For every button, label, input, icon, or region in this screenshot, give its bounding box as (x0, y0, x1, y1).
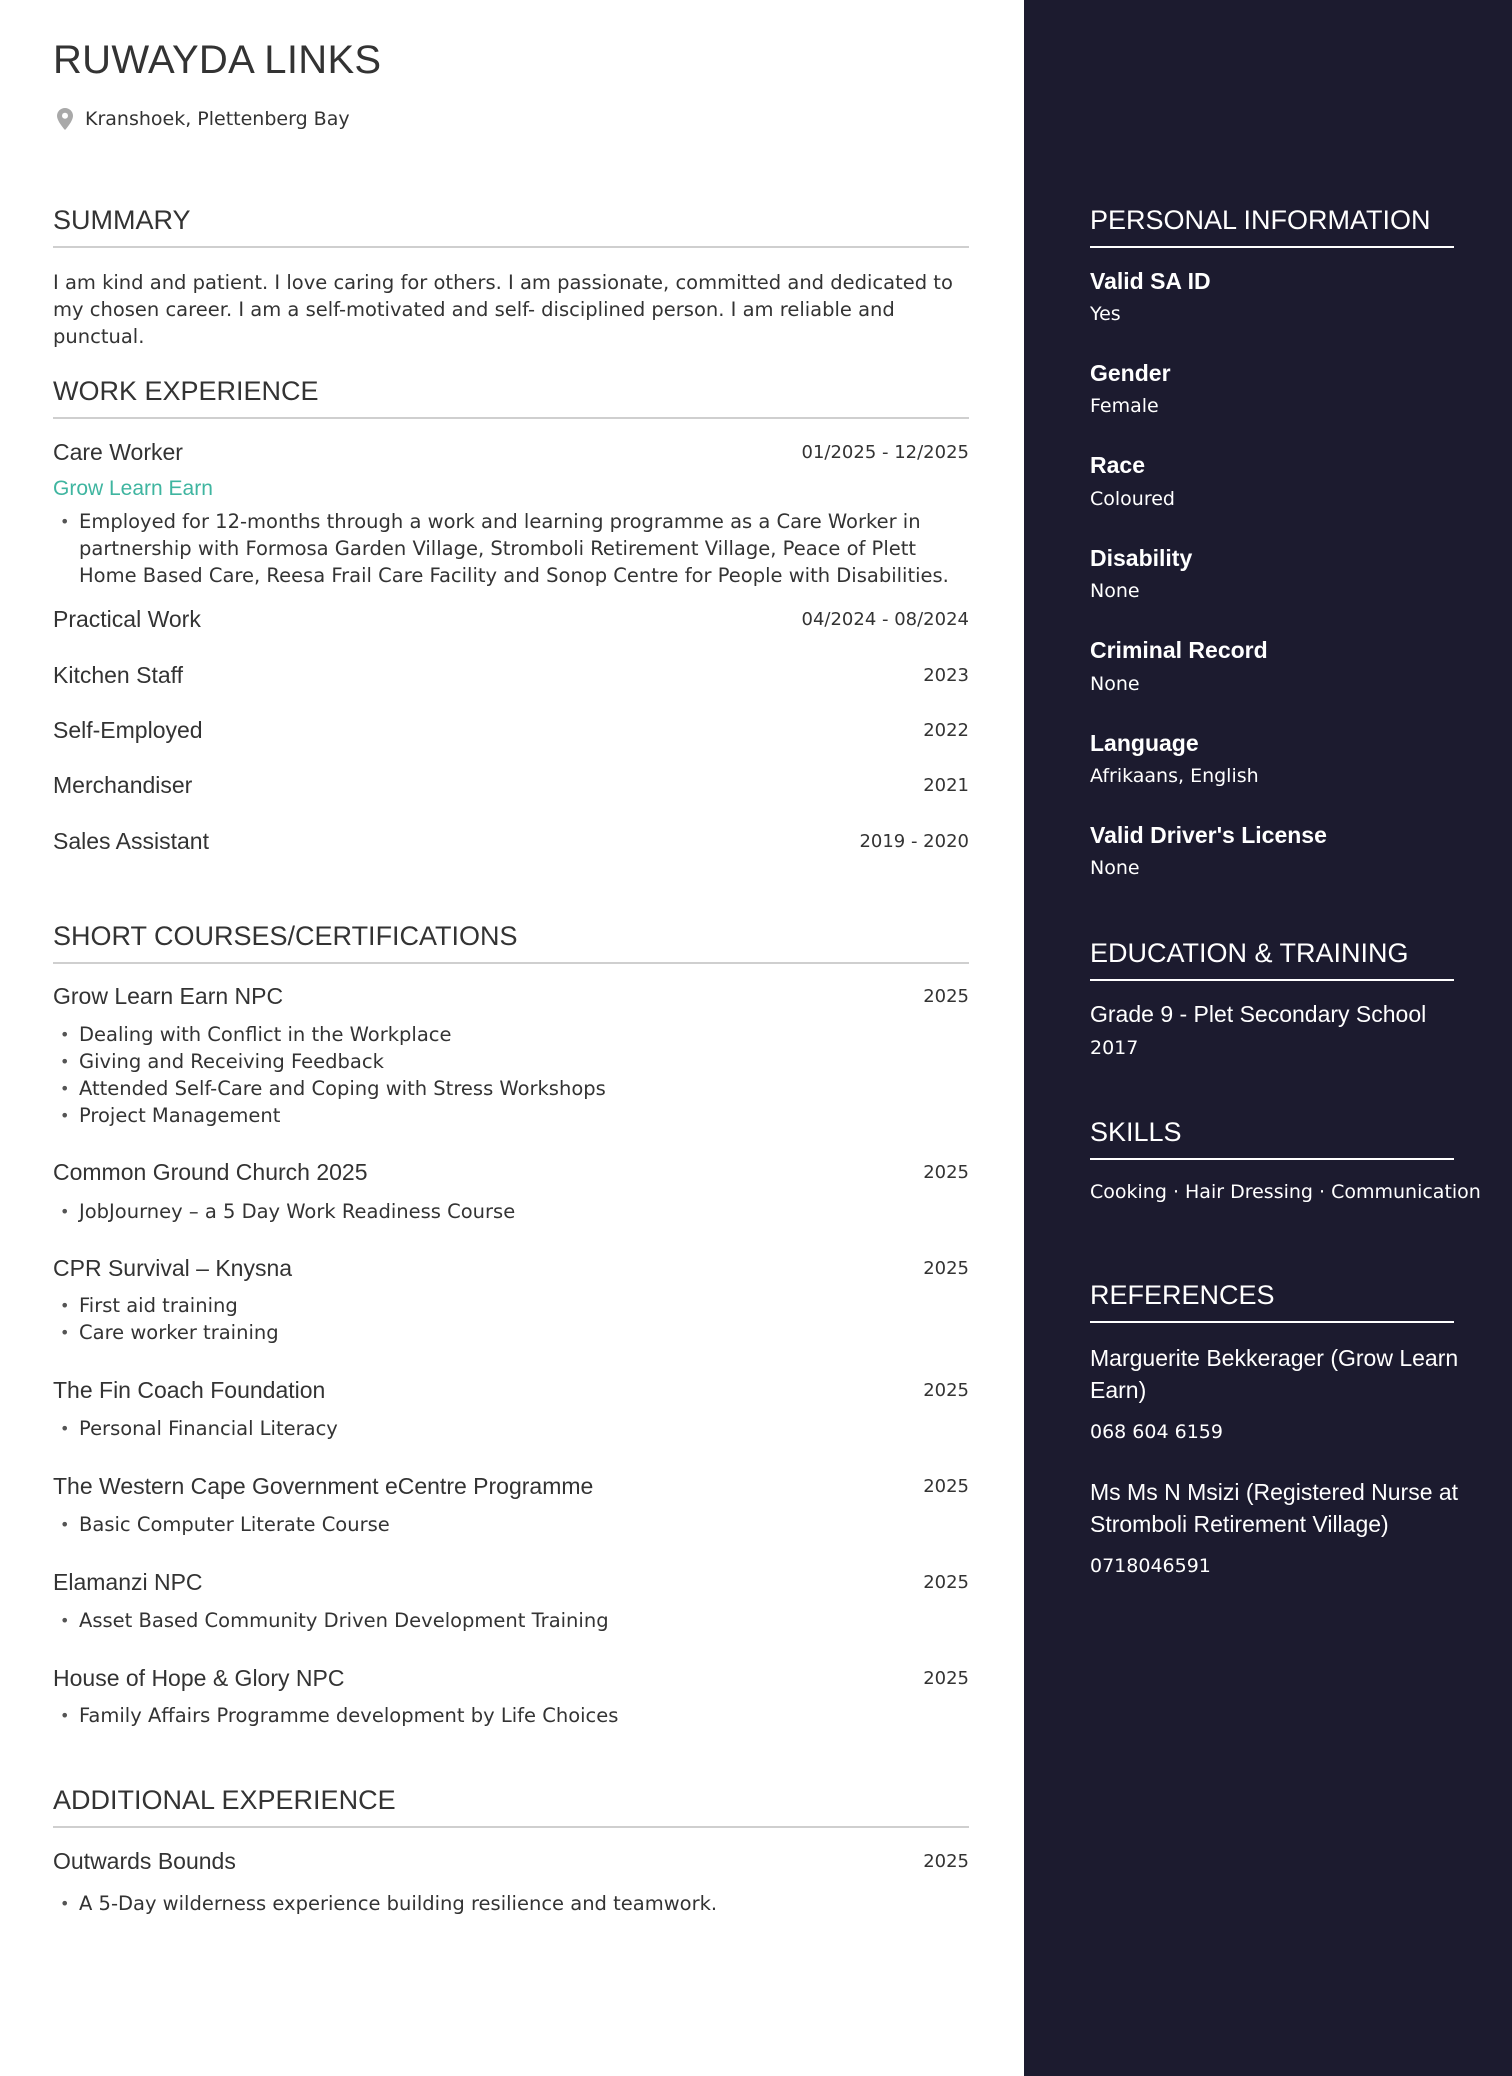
reference-name: Ms Ms N Msizi (Registered Nurse at Stromboli Retirement Village) (1090, 1479, 1459, 1537)
course-date: 2025 (923, 1668, 969, 1689)
info-label: Criminal Record (1090, 637, 1268, 663)
skills-list: Cooking · Hair Dressing · Communication (1090, 1181, 1481, 1203)
course-bullets (53, 1607, 969, 1634)
course-item (53, 1665, 969, 1695)
work-item (53, 772, 969, 802)
additional-date: 2025 (923, 1851, 969, 1872)
course-bullets (53, 1198, 969, 1225)
info-value: Female (1090, 395, 1159, 417)
course-item (53, 1569, 969, 1599)
personal-information-heading: PERSONAL INFORMATION (1090, 205, 1454, 248)
education-heading: EDUCATION & TRAINING (1090, 938, 1454, 981)
candidate-name: RUWAYDA LINKS (53, 38, 382, 82)
work-title: Kitchen Staff (53, 662, 183, 688)
course-bullets (53, 1021, 969, 1129)
map-pin-icon (57, 108, 73, 130)
work-date: 2022 (923, 720, 969, 741)
course-bullet: • Family Affairs Programme development by Life Choices (53, 1702, 969, 1729)
course-date: 2025 (923, 1572, 969, 1593)
course-item (53, 983, 969, 1013)
work-company: Grow Learn Earn (53, 477, 213, 500)
info-label: Language (1090, 730, 1199, 756)
additional-title: Outwards Bounds (53, 1848, 236, 1874)
course-title: CPR Survival – Knysna (53, 1255, 293, 1281)
course-item (53, 1159, 969, 1189)
course-bullet: • Giving and Receiving Feedback (53, 1048, 969, 1075)
summary-heading: SUMMARY (53, 205, 969, 248)
work-title: Self-Employed (53, 717, 203, 743)
course-date: 2025 (923, 986, 969, 1007)
work-date: 2023 (923, 665, 969, 686)
course-bullets (53, 1511, 969, 1538)
course-title: House of Hope & Glory NPC (53, 1665, 345, 1691)
course-bullets (53, 1292, 969, 1346)
info-label: Gender (1090, 360, 1171, 386)
course-bullet: • Care worker training (53, 1319, 969, 1346)
additional-experience-heading: ADDITIONAL EXPERIENCE (53, 1785, 969, 1828)
info-value: Yes (1090, 303, 1121, 325)
work-date: 2019 - 2020 (859, 831, 969, 852)
work-item (53, 828, 969, 858)
skills-heading: SKILLS (1090, 1117, 1454, 1160)
info-label: Race (1090, 452, 1145, 478)
course-title: Common Ground Church 2025 (53, 1159, 368, 1185)
work-date: 2021 (923, 775, 969, 796)
info-label: Valid SA ID (1090, 268, 1211, 294)
reference-phone: 068 604 6159 (1090, 1421, 1223, 1443)
summary-text: I am kind and patient. I love caring for others. I am passionate, committed and dedicated to my chosen career. I am a self-motivated and self- disciplined person. I am reliable and punctual. (53, 271, 953, 348)
work-date: 01/2025 - 12/2025 (801, 442, 969, 463)
course-bullet: • Project Management (53, 1102, 969, 1129)
course-title: Elamanzi NPC (53, 1569, 203, 1595)
course-item (53, 1255, 969, 1285)
course-bullets (53, 1415, 969, 1442)
course-bullet: • Basic Computer Literate Course (53, 1511, 969, 1538)
course-title: The Fin Coach Foundation (53, 1377, 326, 1403)
education-year: 2017 (1090, 1037, 1139, 1059)
info-value: Afrikaans, English (1090, 765, 1259, 787)
work-title: Sales Assistant (53, 828, 209, 854)
work-bullets (53, 508, 969, 589)
course-bullet: • JobJourney – a 5 Day Work Readiness Course (53, 1198, 969, 1225)
reference-phone: 0718046591 (1090, 1555, 1211, 1577)
info-value: None (1090, 673, 1140, 695)
work-title: Care Worker (53, 439, 183, 465)
course-bullet: • Personal Financial Literacy (53, 1415, 969, 1442)
course-bullet: • Dealing with Conflict in the Workplace (53, 1021, 969, 1048)
additional-bullets (53, 1890, 969, 1917)
work-title: Practical Work (53, 606, 201, 632)
course-title: Grow Learn Earn NPC (53, 983, 284, 1009)
work-item (53, 439, 969, 469)
references-heading: REFERENCES (1090, 1280, 1454, 1323)
work-item (53, 606, 969, 636)
course-date: 2025 (923, 1380, 969, 1401)
courses-heading: SHORT COURSES/CERTIFICATIONS (53, 921, 969, 964)
additional-item (53, 1848, 969, 1878)
work-title: Merchandiser (53, 772, 193, 798)
info-label: Valid Driver's License (1090, 822, 1327, 848)
course-date: 2025 (923, 1258, 969, 1279)
course-item (53, 1377, 969, 1407)
location-line (57, 108, 350, 130)
course-bullet: • Asset Based Community Driven Development Training (53, 1607, 969, 1634)
additional-bullet: • A 5-Day wilderness experience building resilience and teamwork. (53, 1890, 969, 1917)
work-item (53, 717, 969, 747)
location-text: Kranshoek, Plettenberg Bay (85, 108, 350, 130)
course-bullets (53, 1702, 969, 1729)
course-title: The Western Cape Government eCentre Programme (53, 1473, 594, 1499)
course-bullet: • First aid training (53, 1292, 969, 1319)
course-bullet: • Attended Self-Care and Coping with Stress Workshops (53, 1075, 969, 1102)
work-experience-heading: WORK EXPERIENCE (53, 376, 969, 419)
work-bullet: • Employed for 12-months through a work and learning programme as a Care Worker in partnership with Formosa Garden Village, Stromboli Retirement Village, Peace of Plett Home Based Care, Reesa Frail Care Facility and Sonop Centre for People with Disabilities. (53, 508, 969, 589)
education-entry: Grade 9 - Plet Secondary School (1090, 1001, 1427, 1027)
info-value: None (1090, 580, 1140, 602)
info-value: None (1090, 857, 1140, 879)
course-item (53, 1473, 969, 1503)
reference-name: Marguerite Bekkerager (Grow Learn Earn) (1090, 1345, 1459, 1403)
sidebar (1024, 0, 1512, 2076)
course-date: 2025 (923, 1476, 969, 1497)
info-value: Coloured (1090, 488, 1175, 510)
course-date: 2025 (923, 1162, 969, 1183)
info-label: Disability (1090, 545, 1193, 571)
work-date: 04/2024 - 08/2024 (801, 609, 969, 630)
work-item (53, 662, 969, 692)
